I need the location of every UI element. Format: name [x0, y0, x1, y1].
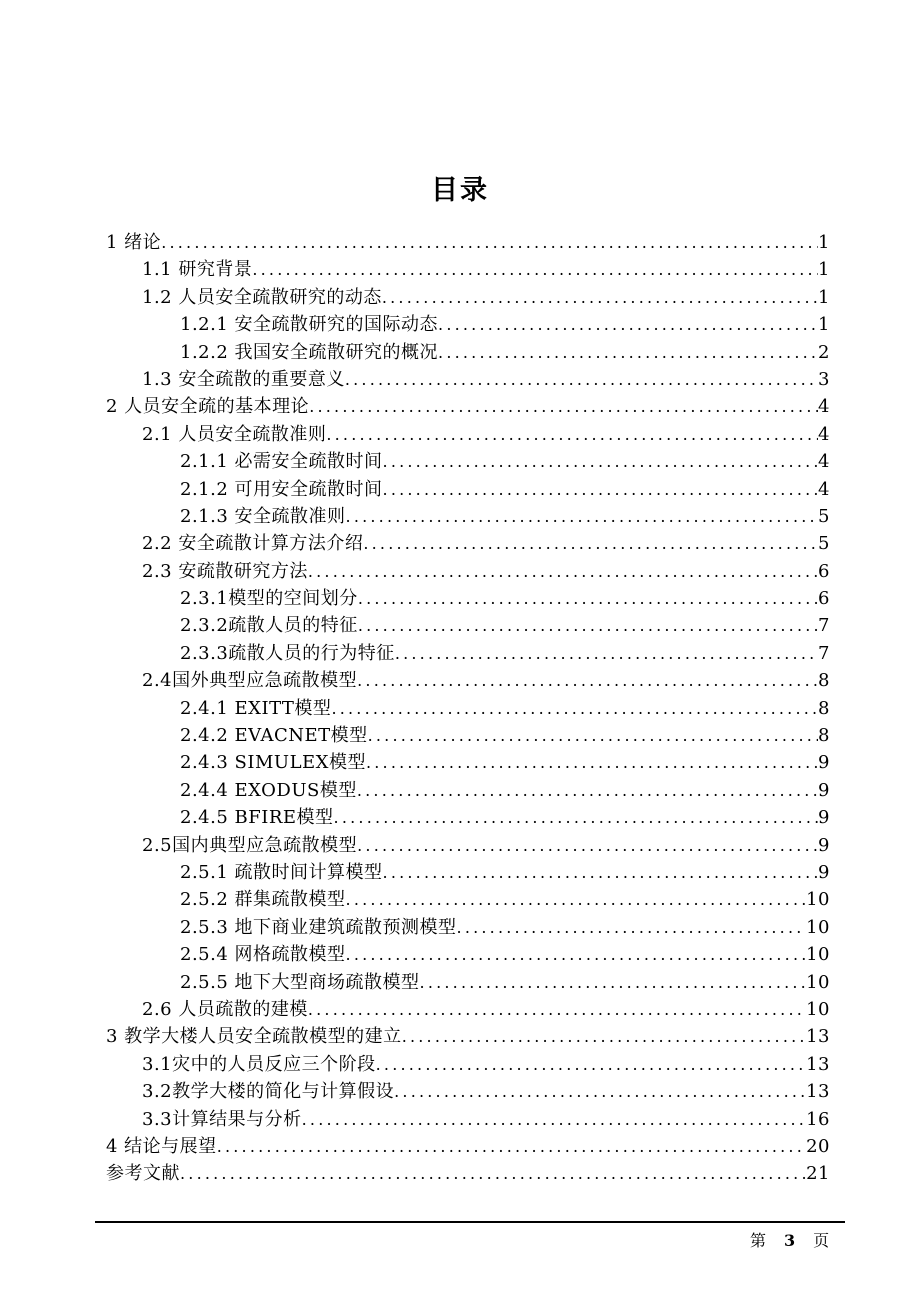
toc-leader-dots	[382, 284, 818, 311]
toc-entry-page: 7	[818, 642, 830, 664]
toc-entry[interactable]	[106, 914, 830, 941]
toc-entry[interactable]	[106, 996, 830, 1023]
toc-entry-page: 13	[806, 1081, 830, 1103]
toc-entry[interactable]	[106, 1133, 830, 1160]
toc-entry-page: 1	[818, 286, 830, 308]
toc-entry-title: 3.2教学大楼的简化与计算假设	[142, 1081, 395, 1103]
toc-entry-page: 13	[806, 1026, 830, 1048]
toc-entry-title: 2.4.1 EXITT模型	[180, 697, 332, 719]
toc-leader-dots	[302, 1106, 806, 1133]
toc-entry[interactable]	[106, 969, 830, 996]
toc-entry-page: 5	[818, 505, 830, 527]
toc-entry-title: 2.1 人员安全疏散准则	[142, 423, 327, 445]
toc-entry-page: 2	[818, 341, 830, 363]
toc-leader-dots	[345, 366, 818, 393]
toc-entry[interactable]	[106, 558, 830, 585]
toc-leader-dots	[308, 996, 806, 1023]
toc-entry[interactable]	[106, 393, 830, 420]
toc-leader-dots	[363, 530, 818, 557]
toc-entry-title: 参考文献	[106, 1163, 180, 1185]
toc-entry[interactable]	[106, 339, 830, 366]
toc-entry-page: 8	[818, 725, 830, 747]
toc-entry-title: 2.5国内典型应急疏散模型	[142, 834, 358, 856]
toc-leader-dots	[402, 1023, 806, 1050]
toc-leader-dots	[309, 393, 818, 420]
toc-entry-page: 10	[806, 889, 830, 911]
footer-page-number: 3	[784, 1231, 796, 1250]
toc-entry-title: 2.6 人员疏散的建模	[142, 998, 308, 1020]
toc-entry[interactable]	[106, 476, 830, 503]
toc-entry-page: 16	[806, 1108, 830, 1130]
toc-entry[interactable]	[106, 256, 830, 283]
toc-entry[interactable]	[106, 585, 830, 612]
toc-entry-page: 7	[818, 615, 830, 637]
toc-entry-page: 20	[806, 1135, 830, 1157]
toc-entry[interactable]	[106, 366, 830, 393]
toc-entry-page: 3	[818, 368, 830, 390]
toc-entry-page: 4	[818, 451, 830, 473]
toc-leader-dots	[346, 503, 819, 530]
toc-entry[interactable]	[106, 667, 830, 694]
toc-entry[interactable]	[106, 421, 830, 448]
toc-leader-dots	[383, 448, 819, 475]
toc-entry[interactable]	[106, 503, 830, 530]
toc-entry-title: 2.4国外典型应急疏散模型	[142, 670, 358, 692]
toc-entry[interactable]	[106, 1160, 830, 1187]
toc-entry-title: 1.2.2 我国安全疏散研究的概况	[180, 341, 439, 363]
toc-entry-title: 3.1灾中的人员反应三个阶段	[142, 1053, 376, 1075]
toc-entry-title: 2.5.2 群集疏散模型	[180, 889, 346, 911]
toc-leader-dots	[357, 777, 818, 804]
toc-entry-page: 8	[818, 670, 830, 692]
toc-entry-title: 1.2.1 安全疏散研究的国际动态	[180, 314, 439, 336]
toc-leader-dots	[357, 832, 818, 859]
toc-entry-title: 2.5.3 地下商业建筑疏散预测模型	[180, 916, 457, 938]
toc-leader-dots	[395, 640, 818, 667]
toc-entry-page: 4	[818, 478, 830, 500]
toc-leader-dots	[308, 558, 818, 585]
toc-leader-dots	[394, 1078, 806, 1105]
toc-entry[interactable]	[106, 832, 830, 859]
toc-entry[interactable]	[106, 722, 830, 749]
toc-leader-dots	[376, 1051, 806, 1078]
toc-entry-page: 9	[818, 834, 830, 856]
toc-entry-page: 1	[818, 259, 830, 281]
toc-entry-page: 6	[818, 588, 830, 610]
toc-entry-title: 2.4.4 EXODUS模型	[180, 779, 357, 801]
toc-entry[interactable]	[106, 612, 830, 639]
toc-entry[interactable]	[106, 695, 830, 722]
toc-entry-title: 2.4.5 BFIRE模型	[180, 807, 334, 829]
toc-entry[interactable]	[106, 284, 830, 311]
toc-leader-dots	[383, 859, 819, 886]
toc-entry-page: 21	[806, 1163, 830, 1185]
toc-leader-dots	[383, 476, 819, 503]
toc-entry-title: 2.5.5 地下大型商场疏散模型	[180, 971, 420, 993]
toc-leader-dots	[180, 1160, 806, 1187]
toc-entry-title: 1 绪论	[106, 232, 162, 253]
toc-entry-title: 1.1 研究背景	[142, 259, 253, 281]
toc-entry[interactable]	[106, 777, 830, 804]
toc-entry[interactable]	[106, 941, 830, 968]
toc-entry-title: 2.3.1模型的空间划分	[180, 588, 358, 610]
toc-entry-title: 2.5.4 网格疏散模型	[180, 944, 346, 966]
toc-entry-page: 9	[818, 752, 830, 774]
toc-entry-page: 4	[818, 396, 830, 418]
toc-entry-page: 4	[818, 423, 830, 445]
toc-entry[interactable]	[106, 1106, 830, 1133]
toc-entry-page: 13	[806, 1053, 830, 1075]
toc-entry[interactable]	[106, 530, 830, 557]
toc-entry[interactable]	[106, 1051, 830, 1078]
toc-entry[interactable]	[106, 749, 830, 776]
toc-entry-title: 2.4.3 SIMULEX模型	[180, 752, 366, 774]
toc-entry-page: 6	[818, 560, 830, 582]
toc-leader-dots	[217, 1133, 806, 1160]
toc-entry-title: 3.3计算结果与分析	[142, 1108, 302, 1130]
toc-leader-dots	[334, 804, 819, 831]
toc-entry[interactable]	[106, 1078, 830, 1105]
toc-entry-title: 1.3 安全疏散的重要意义	[142, 368, 345, 390]
toc-entry[interactable]	[106, 859, 830, 886]
toc-entry[interactable]	[106, 448, 830, 475]
toc-entry[interactable]	[106, 804, 830, 831]
toc-entry-title: 2.4.2 EVACNET模型	[180, 725, 368, 747]
toc-entry-page: 10	[806, 998, 830, 1020]
toc-entry-page: 10	[806, 971, 830, 993]
page-title: 目录	[431, 175, 489, 206]
toc-entry-title: 4 结论与展望	[106, 1135, 217, 1157]
toc-leader-dots	[438, 311, 818, 338]
toc-leader-dots	[326, 421, 818, 448]
toc-leader-dots	[331, 695, 818, 722]
footer-divider	[95, 1221, 845, 1223]
toc-entry-page: 9	[818, 779, 830, 801]
toc-entry[interactable]	[106, 640, 830, 667]
toc-entry[interactable]	[106, 311, 830, 338]
toc-entry-page: 1	[818, 232, 830, 253]
toc-entry-page: 10	[806, 944, 830, 966]
footer-prefix: 第	[750, 1231, 767, 1250]
toc-leader-dots	[161, 229, 818, 256]
toc-leader-dots	[346, 941, 807, 968]
toc-entry-page: 8	[818, 697, 830, 719]
toc-leader-dots	[357, 667, 818, 694]
toc-leader-dots	[252, 256, 818, 283]
toc-entry-title: 1.2 人员安全疏散研究的动态	[142, 286, 382, 308]
toc-entry-title: 2 人员安全疏的基本理论	[106, 396, 310, 418]
toc-entry-title: 2.3.3疏散人员的行为特征	[180, 642, 395, 664]
toc-entry-page: 10	[806, 916, 830, 938]
toc-leader-dots	[346, 886, 807, 913]
toc-entry-title: 2.1.3 安全疏散准则	[180, 505, 346, 527]
toc-leader-dots	[366, 749, 818, 776]
toc-entry-title: 2.3 安疏散研究方法	[142, 560, 308, 582]
table-of-contents	[106, 229, 830, 1188]
toc-entry-title: 2.1.1 必需安全疏散时间	[180, 451, 383, 473]
toc-entry-page: 9	[818, 861, 830, 883]
toc-entry[interactable]	[106, 229, 830, 256]
footer-suffix: 页	[813, 1231, 830, 1250]
toc-leader-dots	[368, 722, 818, 749]
toc-leader-dots	[358, 585, 818, 612]
toc-entry-page: 5	[818, 533, 830, 555]
toc-entry[interactable]	[106, 886, 830, 913]
toc-leader-dots	[420, 969, 807, 996]
toc-leader-dots	[457, 914, 807, 941]
toc-entry-title: 2.1.2 可用安全疏散时间	[180, 478, 383, 500]
toc-entry-title: 2.2 安全疏散计算方法介绍	[142, 533, 364, 555]
toc-entry-page: 1	[818, 314, 830, 336]
toc-entry-page: 9	[818, 807, 830, 829]
page-footer	[746, 1228, 833, 1251]
toc-entry-title: 2.5.1 疏散时间计算模型	[180, 861, 383, 883]
toc-entry[interactable]	[106, 1023, 830, 1050]
toc-entry-title: 3 教学大楼人员安全疏散模型的建立	[106, 1026, 402, 1048]
toc-entry-title: 2.3.2疏散人员的特征	[180, 615, 358, 637]
toc-leader-dots	[438, 339, 818, 366]
toc-leader-dots	[358, 612, 818, 639]
